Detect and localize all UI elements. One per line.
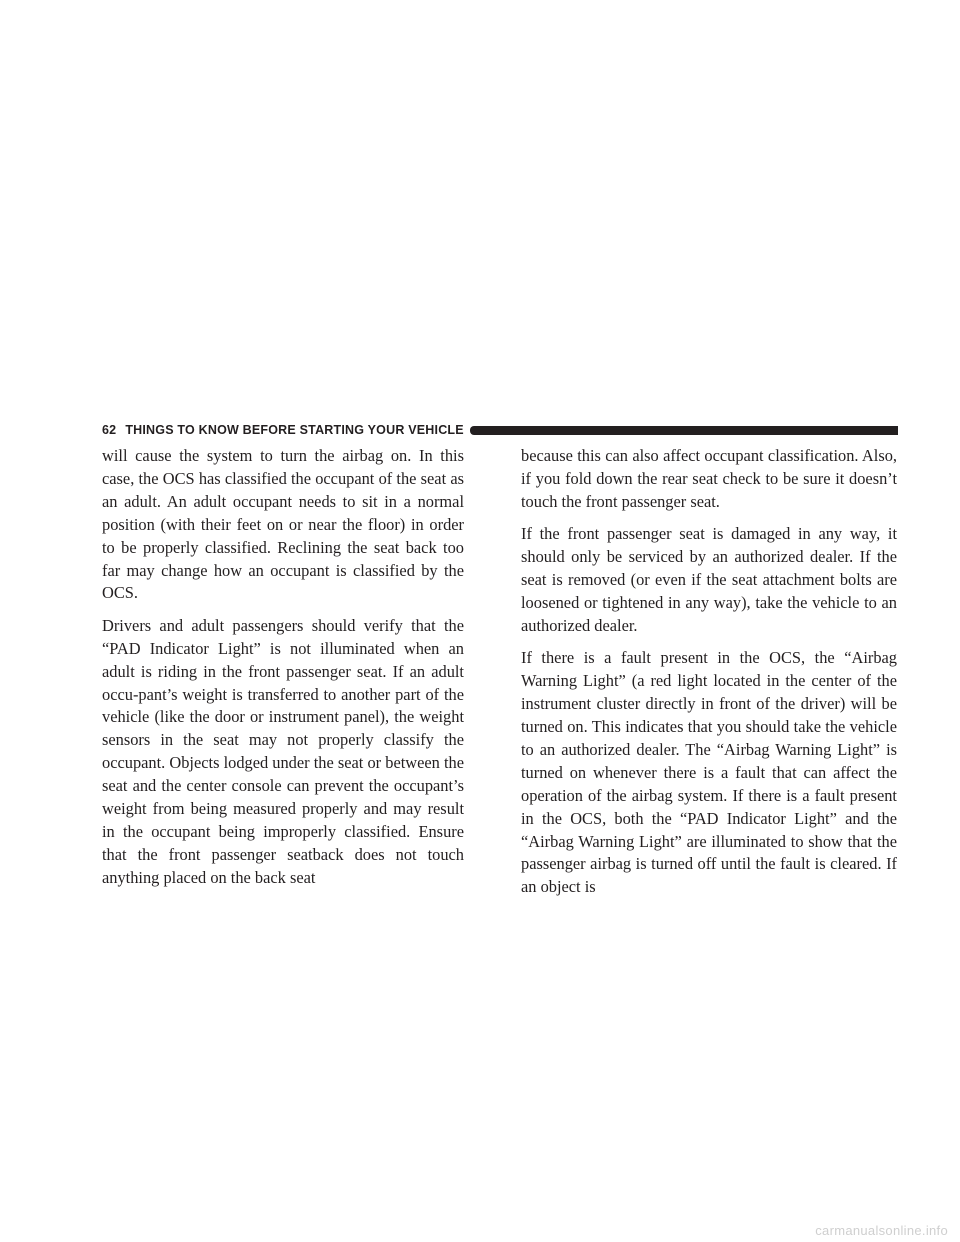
left-column: [102, 445, 464, 899]
paragraph: will cause the system to turn the airbag on. In this case, the OCS has classified the occupant of the seat as an adult. An adult occupant needs to sit in a normal position (with their feet on or near the floor) in order to be properly classified. Reclining the seat back too far may change how an occupant is classified by the OCS.: [102, 446, 464, 603]
paragraph: Drivers and adult passengers should verify that the “PAD Indicator Light” is not illuminated when an adult is riding in the front passenger seat. If an adult occu-pant’s weight is transferred to another part of the vehicle (like the door or instrument panel), the weight sensors in the seat may not properly classify the occupant. Objects lodged under the seat or between the seat and the center console can prevent the occupant’s weight from being measured properly and may result in the occupant being improperly classified. Ensure that the front passenger seatback does not touch anything placed on the back seat: [102, 615, 464, 887]
watermark: carmanualsonline.info: [815, 1223, 948, 1238]
paragraph: because this can also affect occupant classification. Also, if you fold down the rear seat check to be sure it doesn’t touch the front passenger seat.: [521, 446, 897, 511]
right-column: [521, 445, 897, 909]
paragraph: If there is a fault present in the OCS, the “Airbag Warning Light” (a red light located in the center of the instrument cluster directly in front of the driver) will be turned on. This indicates that you should take the vehicle to an authorized dealer. The “Airbag Warning Light” is turned on whenever there is a fault that can affect the operation of the airbag system. If there is a fault present in the OCS, both the “PAD Indicator Light” and the “Airbag Warning Light” are illuminated to show that the passenger airbag is turned off until the fault is cleared. If an object is: [521, 648, 897, 897]
header-rule: [470, 426, 898, 435]
page-header: [102, 420, 898, 440]
section-title: THINGS TO KNOW BEFORE STARTING YOUR VEHICLE: [125, 423, 464, 437]
paragraph: If the front passenger seat is damaged in any way, it should only be serviced by an authorized dealer. If the seat is removed (or even if the seat attachment bolts are loosened or tightened in any way), take the vehicle to an authorized dealer.: [521, 524, 897, 635]
page-number: 62: [102, 423, 117, 437]
